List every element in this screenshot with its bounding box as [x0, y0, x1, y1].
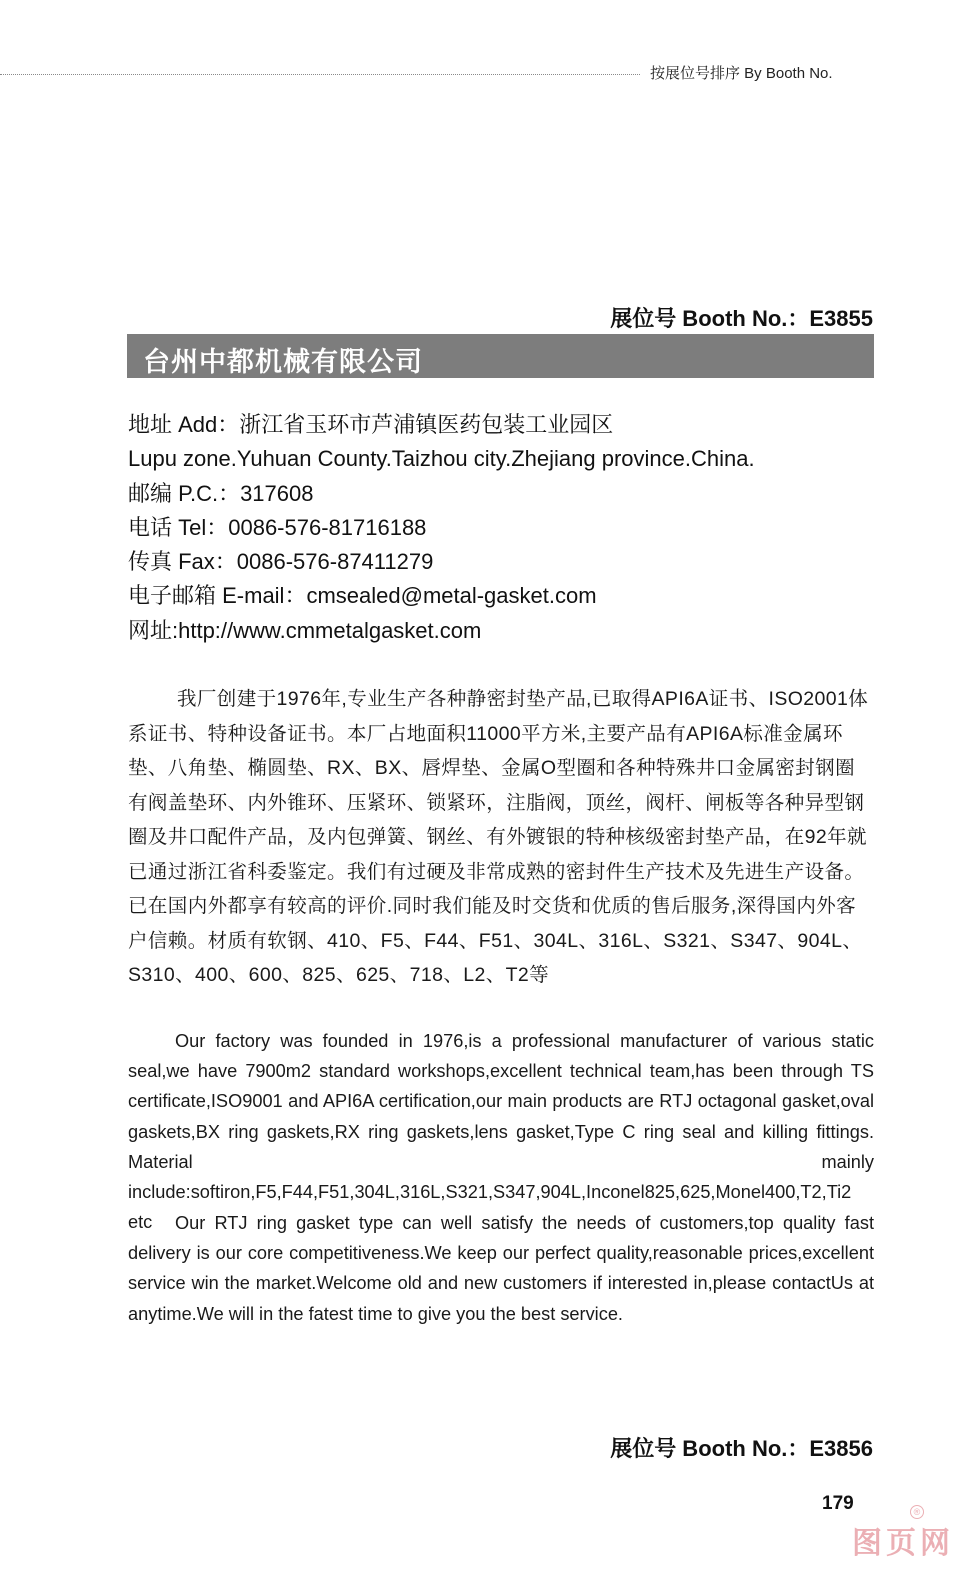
section-header-label: 按展位号排序 By Booth No. [650, 65, 833, 82]
company-description-cn: 我厂创建于1976年,专业生产各种静密封垫产品,已取得API6A证书、ISO2001体系证书、特种设备证书。本厂占地面积11000平方米,主要产品有API6A标准金属环垫、八角垫、椭圆垫、RX、BX、唇焊垫、金属O型圈和各种特殊井口金属密封钢圈有阀盖垫环、内外锥环、压紧环、锁紧环，注脂阀，顶丝，阀杆、闸板等各种异型钢圈及井口配件产品，及内包弹簧、钢丝、有外镀银的特种核级密封垫产品，在92年就已通过浙江省科委鉴定。我们有过硬及非常成熟的密封件生产技术及先进生产设备。已在国内外都享有较高的评价.同时我们能及时交货和优质的售后服务,深得国内外客户信赖。材质有软钢、410、F5、F44、F51、304L、316L、S321、S347、904L、S310、400、600、825、625、718、L2、T2等 [128, 688, 869, 986]
page-number: 179 [822, 1493, 854, 1514]
address-en: Lupu zone.Yuhuan County.Taizhou city.Zhejiang province.China. [128, 446, 755, 472]
postcode: 邮编 P.C.：317608 [128, 480, 314, 506]
booth-number-top: 展位号 Booth No.：E3855 [610, 306, 873, 331]
registered-mark-icon: ® [910, 1505, 924, 1519]
website: 网址:http://www.cmmetalgasket.com [128, 617, 482, 643]
contact-info [128, 408, 868, 648]
company-name: 台州中都机械有限公司 [143, 347, 423, 377]
company-description-en-2: Our RTJ ring gasket type can well satisfy the needs of customers,top quality fast delivery is our core competitiveness.We keep our perfect quality,reasonable prices,excellent service win the market.Welcome old and new customers if interested in,please contactUs at anytime.We will in the fatest time to give you the best service. [128, 1213, 874, 1324]
fax: 传真 Fax：0086-576-87411279 [128, 549, 434, 575]
company-description-en-1: Our factory was founded in 1976,is a professional manufacturer of various static seal,we have 7900m2 standard workshops,excellent technical team,has been through TS certificate,ISO9001 and API6A certification,our main products are RTJ octagonal gasket,oval gaskets,BX ring gaskets,RX ring gaskets,lens gasket,Type C ring seal and killing fittings. Material mainly include:softiron,F5,F44,F51,304L,316L,S321,S347,904L,Inconel825,625,Monel400,T2,Ti2 etc [128, 1031, 874, 1233]
telephone: 电话 Tel：0086-576-81716188 [128, 514, 427, 540]
email: 电子邮箱 E-mail：cmsealed@metal-gasket.com [128, 583, 597, 609]
booth-number-bottom: 展位号 Booth No.：E3856 [610, 1436, 873, 1461]
address-cn: 地址 Add：浙江省玉环市芦浦镇医药包装工业园区 [128, 412, 614, 437]
company-title-bar [127, 334, 874, 378]
watermark-logo: 图页网 [852, 1527, 954, 1560]
header-divider [0, 74, 640, 75]
